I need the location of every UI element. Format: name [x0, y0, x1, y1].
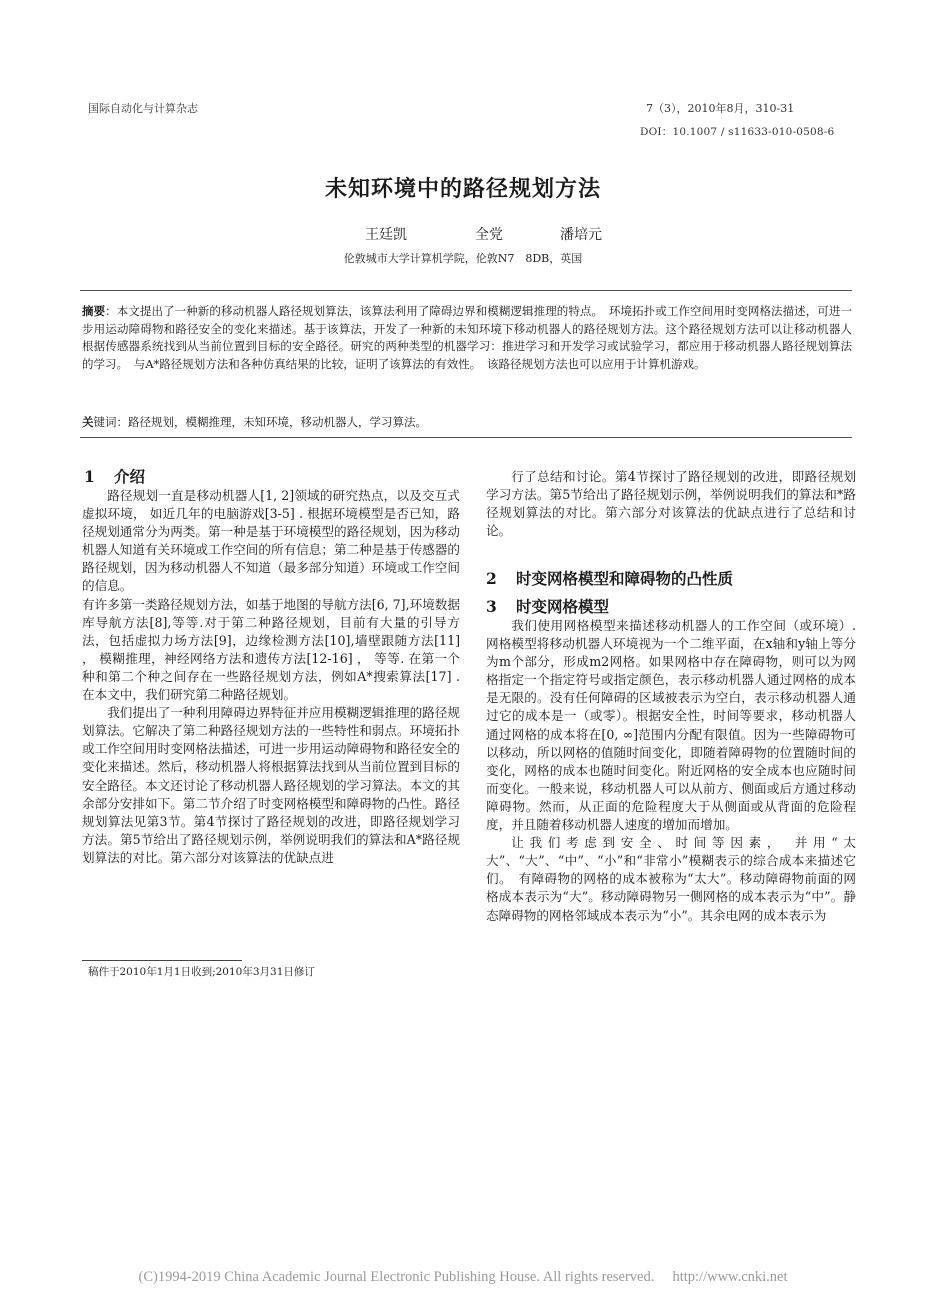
footnote: 稿件于2010年1月1日收到;2010年3月31日修订 — [88, 966, 315, 978]
issue-info: 7（3），2010年8月，310-31 — [646, 102, 795, 115]
abstract-text: ：本文提出了一种新的移动机器人路径规划算法，该算法利用了障碍边界和模糊逻辑推理的特点。 环境拓扑或工作空间用时变网格法描述，可进一步用运动障碍物和路径安全的变化来描述。基于该算法，开发了一种新的未知环境下移动机器人的路径规划方法。这个路径规划方法可以让移动机器人根据传感器系统找到从当前位置到目标的安全路径。研究的两种类型的机器学习：推进学习和开发学习或试验学习，都应用于移动机器人路径规划算法的学习。 与A*路径规划方法和各种仿真结果的比较，证明了该算法的有效性。 该路径规划方法也可以应用于计算机游戏。 — [82, 304, 853, 371]
author-1: 王廷凯 — [365, 227, 407, 243]
footnote-rule — [82, 960, 242, 961]
journal-name: 国际自动化与计算杂志 — [88, 102, 198, 115]
section-title: 时变网格模型和障碍物的凸性质 — [516, 569, 734, 588]
paragraph: 行了总结和讨论。第4节探讨了路径规划的改进，即路径规划学习方法。第5节给出了路径规划示例，举例说明我们的算法和*路径规划算法的对比。第六部分对该算法的优缺点进行了总结和讨论。 — [486, 469, 856, 539]
affiliation: 伦敦城市大学计算机学院，伦敦N7 8DB，英国 — [343, 252, 583, 265]
paragraph: 我们提出了一种利用障碍边界特征并应用模糊逻辑推理的路径规划算法。它解决了第二种路径规划方法的一些特性和弱点。环境拓扑或工作空间用时变网格法描述，可进一步用运动障碍物和路径安全的变化来描述。然后，移动机器人将根据算法找到从当前位置到目标的安全路径。本文还讨论了移动机器人路径规划的学习算法。本文的其余部分安排如下。第二节介绍了时变网格模型和障碍物的凸性。路径规划算法见第3节。第4节探讨了路径规划的改进，即路径规划学习方法。第5节给出了路径规划示例，举例说明我们的算法和A*路径规划算法的对比。第六部分对该算法的优缺点进 — [82, 705, 460, 865]
right-column-top — [486, 468, 856, 540]
author-3: 潘培元 — [560, 227, 602, 243]
copyright-watermark: (C)1994-2019 China Academic Journal Electronic Publishing House. All rights reserved. http://www.cnki.net — [138, 1269, 788, 1285]
paper-title: 未知环境中的路径规划方法 — [324, 176, 601, 202]
section-number: 1 — [84, 467, 95, 486]
paragraph: 我们使用网格模型来描述移动机器人的工作空间（或环境）. 网格模型将移动机器人环境视为一个二维平面，在x轴和y轴上等分为m个部分，形成m2网格。如果网格中存在障碍物，则可以为网格指定一个指定符号或指定颜色，表示移动机器人通过网格的成本是无限的。没有任何障碍的区域被表示为空白，表示移动机器人通过它的成本是一（或零）。根据安全性，时间等要求，移动机器人通过网格的成本将在[0, ∞]范围内分配有限值。因为一些障碍物可以移动，所以网格的值随时间变化，即随着障碍物的位置随时间的变化，网格的成本也随时间变化。附近网格的安全成本也应随时间而变化。一般来说，移动机器人可以从前方、侧面或后方通过移动障碍物。然而，从正面的危险程度大于从侧面或从背面的危险程度，并且随着移动机器人速度的增加而增加。 — [486, 618, 856, 833]
section-title: 时变网格模型 — [516, 597, 610, 616]
keywords-bottom-rule — [80, 437, 852, 438]
author-2: 全党 — [475, 227, 503, 243]
abstract-top-rule — [80, 290, 852, 291]
section-heading-3 — [486, 595, 609, 617]
keywords-text: 键词：路径规划，模糊推理，未知环境，移动机器人，学习算法。 — [93, 415, 427, 429]
paragraph: 让我们考虑到安全、时间等因素， 并用“太大”、“大”、“中”、“小”和“非常小”模糊表示的综合成本来描述它们。 有障碍物的网格的成本被称为“太大”。移动障碍物前面的网格成本表示为“大”。移动障碍物另一侧网格的成本表示为“中”。静态障碍物的网格邻域成本表示为“小”。其余电网的成本表示为 — [486, 835, 856, 923]
left-column — [82, 487, 460, 867]
keywords-label: 关 — [82, 415, 94, 429]
abstract — [82, 303, 852, 373]
abstract-label: 摘要 — [82, 304, 106, 318]
right-column-body — [486, 617, 856, 925]
keywords — [82, 414, 852, 430]
paragraph: 有许多第一类路径规划方法，如基于地图的导航方法[6, 7],环境数据库导航方法[8],等等.对于第二种路径规划，目前有大量的引导方法，包括虚拟力场方法[9]，边缘检测方法[10],墙壁跟随方法[11] ， 模糊推理，神经网络方法和遗传方法[12-16] ， 等等. 在第一个种和第二个种之间存在一些路径规划方法，例如A*搜索算法[17] . 在本文中，我们研究第二种路径规划。 — [82, 596, 460, 703]
section-heading-1 — [84, 465, 145, 487]
doi: DOI：10.1007 / s11633-010-0508-6 — [640, 126, 835, 138]
paragraph: 路径规划一直是移动机器人[1, 2]领域的研究热点，以及交互式虚拟环境， 如近几年的电脑游戏[3-5] . 根据环境模型是否已知，路径规划通常分为两类。第一种是基于环境模型的路径规划，因为移动机器人知道有关环境或工作空间的所有信息；第二种是基于传感器的路径规划，因为移动机器人不知道（最多部分知道）环境或工作空间的信息。 — [82, 488, 460, 594]
section-number: 2 — [486, 569, 497, 588]
section-number: 3 — [486, 597, 497, 616]
section-heading-2 — [486, 567, 733, 589]
section-title: 介绍 — [114, 467, 146, 486]
